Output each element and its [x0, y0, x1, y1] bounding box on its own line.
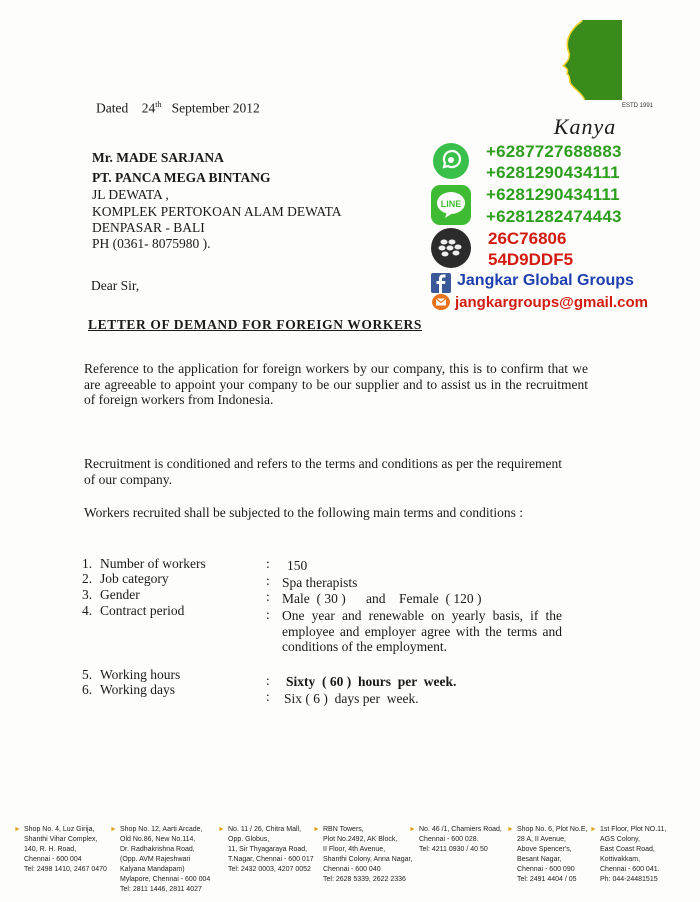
footer-address-4 [313, 825, 413, 883]
footer-line: Shanthi Vihar Complex, [24, 836, 98, 843]
term-number: 4. [82, 603, 93, 618]
footer-line: Chennai - 600 028. [419, 836, 479, 843]
letter-subject: LETTER OF DEMAND FOR FOREIGN WORKERS [88, 317, 423, 332]
footer-line: Tel: 2811 1446, 2811 4027 [120, 886, 202, 893]
bbm-pin-1: 26C76806 [488, 229, 567, 248]
footer-line: East Coast Road, [600, 846, 655, 853]
term-label: Contract period [100, 603, 185, 618]
term-number: 6. [82, 682, 93, 697]
term-value: One year and renewable on yearly basis, if the employee and employer agree with the terms and conditions of the employment. [282, 608, 562, 654]
bullet-icon: ► [218, 826, 225, 833]
term-label: Working hours [100, 667, 181, 682]
footer-line: No. 11 / 26, Chitra Mall, [228, 826, 302, 833]
paragraph-recruitment: Recruitment is conditioned and refers to the terms and conditions as per the requirement of our company. [84, 456, 562, 487]
logo-name: Kanya [553, 114, 617, 139]
footer-line: 11, Sir Thyagaraya Road, [228, 846, 308, 853]
footer-address-5 [409, 825, 502, 853]
company-logo [538, 20, 622, 100]
paragraph-reference: Reference to the application for foreign workers by our company, this is to confirm that we are agreeable to appoint your company to be our supplier and to assist us in the recruitment of foreign workers from Indonesia. [84, 361, 588, 407]
term-label: Gender [100, 587, 140, 602]
date-suffix: th [155, 100, 162, 109]
phone-whatsapp-1: +6287727688883 [486, 142, 622, 161]
recipient-name: Mr. MADE SARJANA [92, 150, 224, 165]
letter-date [96, 100, 260, 117]
bullet-icon: ► [409, 826, 416, 833]
footer-line: Shanthi Colony, Anna Nagar, [323, 856, 413, 863]
footer-line: Tel: 2491 4404 / 05 [517, 876, 577, 883]
footer-address-7 [590, 825, 680, 883]
term-number: 2. [82, 571, 93, 586]
bbm-pin-2: 54D9DDF5 [488, 250, 574, 269]
facebook-page-link[interactable]: Jangkar Global Groups [457, 272, 634, 289]
term-colon: : [266, 607, 270, 622]
phone-whatsapp-2: +6281290434111 [486, 163, 620, 182]
term-value: Six ( 6 ) days per week. [284, 691, 419, 706]
footer-line: II Floor, 4th Avenue, [323, 846, 386, 853]
term-label: Job category [100, 571, 169, 586]
address-line-2: KOMPLEK PERTOKOAN ALAM DEWATA [92, 204, 342, 219]
recipient-company: PT. PANCA MEGA BINTANG [92, 170, 271, 185]
footer-line: Shop No. 12, Aarti Arcade, [120, 826, 203, 833]
salutation: Dear Sir, [91, 278, 140, 293]
term-value: 150 [287, 558, 308, 573]
email-link[interactable]: jangkargroups@gmail.com [455, 294, 649, 311]
footer-line: AGS Colony, [600, 836, 640, 843]
term-number: 3. [82, 587, 93, 602]
term-colon: : [266, 689, 270, 704]
footer-line: No. 46 /1, Chamiers Road, [419, 826, 502, 833]
footer-line: Dr. Radhakrishna Road, [120, 846, 195, 853]
phone-line-2: +6281282474443 [486, 207, 622, 226]
footer-line: Ph: 044-24481515 [600, 876, 658, 883]
date-rest: September 2012 [171, 100, 260, 116]
term-value: Spa therapists [282, 575, 358, 590]
footer-line: Above Spencer's, [517, 846, 572, 853]
bullet-icon: ► [110, 826, 117, 833]
footer-line: Kottivakkam, [600, 856, 641, 863]
term-colon: : [266, 673, 270, 688]
footer-line: Chennai - 600 004 [24, 856, 82, 863]
whatsapp-icon [433, 143, 469, 179]
term-number: 1. [82, 556, 93, 571]
term-colon: : [266, 556, 270, 571]
svg-text:LINE: LINE [440, 199, 462, 209]
footer-line: Opp. Globus, [228, 836, 270, 843]
facebook-icon [431, 273, 451, 293]
line-app-icon [431, 185, 471, 225]
footer-line: Chennai - 600 090 [517, 866, 575, 873]
footer-line: RBN Towers, [323, 826, 364, 833]
footer-line: (Opp. AVM Rajeshwari [120, 856, 191, 863]
footer-line: Shop No. 6, Plot No.E, [517, 826, 588, 833]
footer-line: Plot No.2492, AK Block, [323, 836, 398, 843]
term-value: Male ( 30 ) and Female ( 120 ) [282, 591, 482, 606]
footer-line: T.Nagar, Chennai - 600 017 [228, 856, 314, 863]
address-line-1: JL DEWATA , [92, 187, 169, 202]
footer-line: Kalyana Mandapam) [120, 866, 185, 873]
footer-line: Tel: 4211 0930 / 40 50 [419, 846, 488, 853]
address-line-4: PH (0361- 8075980 ). [92, 236, 211, 251]
footer-line: Mylapore, Chennai - 600 004 [120, 876, 211, 883]
bullet-icon: ► [507, 826, 514, 833]
footer-line: Tel: 2432 0003, 4207 0052 [228, 866, 311, 873]
footer-line: Shop No. 4, Luz Girija, [24, 826, 95, 833]
footer-address-2 [110, 825, 211, 893]
face-silhouette-icon [538, 20, 622, 100]
blackberry-messenger-icon [431, 228, 471, 268]
footer-line: 1st Floor, Plot NO.11, [600, 826, 667, 833]
term-label: Number of workers [100, 556, 206, 571]
phone-line-1: +6281290434111 [486, 185, 620, 204]
term-colon: : [266, 589, 270, 604]
term-label: Working days [100, 682, 176, 697]
term-number: 5. [82, 667, 93, 682]
bullet-icon: ► [590, 826, 597, 833]
footer-line: Tel: 2628 5339, 2622 2336 [323, 876, 406, 883]
footer-line: 140, R. H. Road, [24, 846, 77, 853]
footer-address-1 [14, 825, 107, 873]
term-colon: : [266, 573, 270, 588]
paragraph-terms-intro: Workers recruited shall be subjected to the following main terms and conditions : [84, 505, 524, 520]
footer-line: Chennai - 600 041. [600, 866, 660, 873]
footer-line: Old No.86, New No.114, [120, 836, 196, 843]
footer-address-3 [218, 825, 314, 873]
footer-line: 28 A, II Avenue, [517, 836, 566, 843]
footer-line: Chennai - 600 040 [323, 866, 381, 873]
date-prefix: Dated [96, 100, 129, 116]
term-value: Sixty ( 60 ) hours per week. [286, 674, 457, 689]
bullet-icon: ► [313, 826, 320, 833]
footer-line: Tel: 2498 1410, 2467 0470 [24, 866, 107, 873]
bullet-icon: ► [14, 826, 21, 833]
footer-line: Besant Nagar, [517, 856, 562, 863]
logo-established: ESTD 1991 [622, 103, 654, 109]
footer-address-6 [507, 825, 597, 883]
address-line-3: DENPASAR - BALI [92, 220, 205, 235]
date-day: 24 [141, 100, 156, 116]
email-icon [431, 293, 451, 311]
